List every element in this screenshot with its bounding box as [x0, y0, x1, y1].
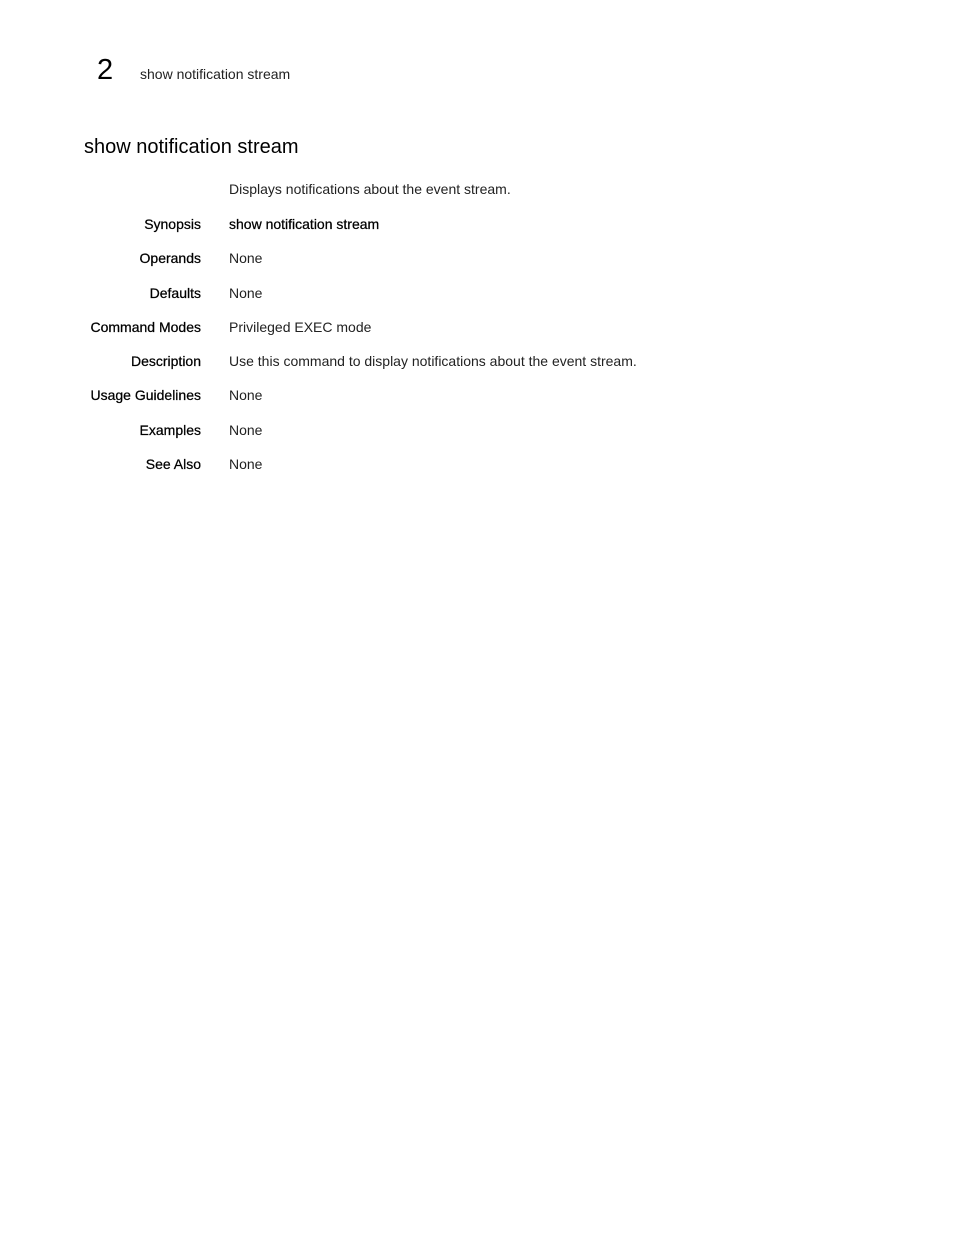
section-intro: Displays notifications about the event stream. — [229, 181, 511, 197]
entry-label: Synopsis — [144, 216, 201, 232]
entry-value: None — [229, 387, 263, 404]
entry-label: Command Modes — [90, 318, 201, 335]
entry-description — [0, 352, 954, 386]
entry-synopsis — [0, 215, 954, 249]
entry-value: None — [229, 250, 263, 267]
entry-value: show notification stream — [229, 216, 380, 232]
entry-value: Privileged EXEC mode — [229, 318, 372, 335]
entry-value: Use this command to display notifications about the event stream. — [229, 353, 637, 370]
entry-label: Operands — [139, 250, 201, 267]
entry-label: Defaults — [149, 284, 201, 301]
entry-value: None — [229, 284, 263, 301]
running-head: show notification stream — [140, 66, 291, 82]
entry-label: See Also — [145, 456, 201, 473]
entry-label: Examples — [139, 421, 201, 438]
entry-label: Description — [130, 353, 201, 370]
command-reference-table — [0, 215, 954, 489]
chapter-number: 2 — [97, 54, 114, 86]
entry-command-modes — [0, 318, 954, 352]
page-header — [0, 0, 954, 100]
entry-examples — [0, 421, 954, 455]
entry-defaults — [0, 284, 954, 318]
entry-operands — [0, 249, 954, 283]
entry-label: Usage Guidelines — [90, 387, 201, 404]
section-title: show notification stream — [84, 136, 299, 158]
entry-value: None — [229, 421, 263, 438]
entry-usage-guidelines — [0, 386, 954, 420]
entry-value: None — [229, 456, 263, 473]
entry-see-also — [0, 455, 954, 489]
